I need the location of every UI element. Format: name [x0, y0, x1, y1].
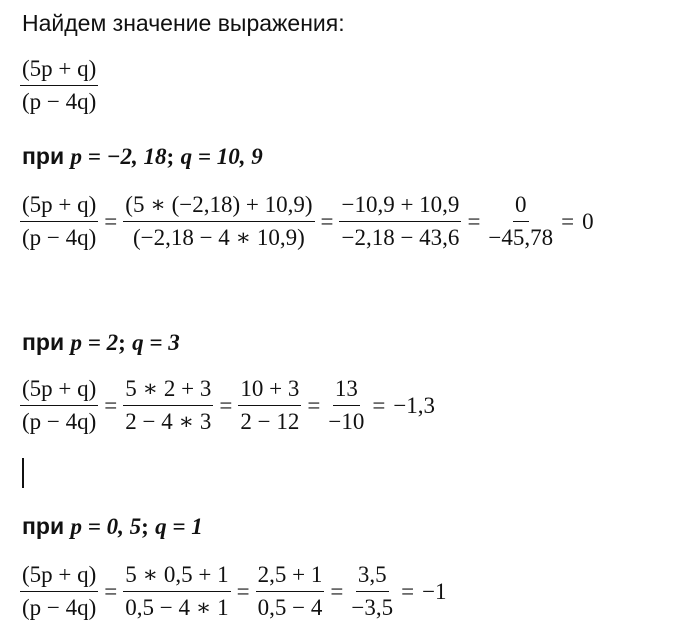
- text-cursor[interactable]: [22, 458, 24, 488]
- case-1-step-4-denominator: −45,78: [488, 225, 554, 250]
- equals-sign: =: [104, 208, 118, 234]
- case-3-q-value: q = 1: [155, 514, 203, 539]
- case-3-step-1-numerator: (5p + q): [20, 562, 98, 592]
- case-1-q-value: q = 10, 9: [180, 144, 263, 169]
- case-3-step-4-denominator: −3,5: [351, 595, 394, 620]
- case-2-word: при: [22, 329, 65, 355]
- case-2-step-1-numerator: (5p + q): [20, 376, 98, 406]
- case-1-step-1: [20, 192, 98, 251]
- case-1-step-1-numerator: (5p + q): [20, 192, 98, 222]
- case-1-p-value: p = −2, 18: [70, 144, 167, 169]
- expression-numerator: (5p + q): [20, 56, 98, 86]
- case-2-result: −1,3: [393, 392, 436, 418]
- equals-sign: =: [401, 578, 415, 604]
- case-3-step-3-denominator: 0,5 − 4: [257, 595, 323, 620]
- case-1-step-2-denominator: (−2,18 − 4 ∗ 10,9): [132, 225, 305, 250]
- case-2-q-value: q = 3: [132, 330, 180, 355]
- case-2-condition: [22, 328, 180, 357]
- expression-fraction: [20, 56, 98, 115]
- case-1-step-1-denominator: (p − 4q): [22, 225, 97, 250]
- equals-sign: =: [219, 392, 233, 418]
- case-3-word: при: [22, 513, 65, 539]
- case-2-step-2: [123, 376, 213, 435]
- case-3-step-1-denominator: (p − 4q): [22, 595, 97, 620]
- case-1-separator: ;: [166, 144, 175, 169]
- page-heading: Найдем значение выражения:: [22, 10, 345, 36]
- case-1-equation: [20, 192, 594, 251]
- case-1-condition: [22, 142, 263, 171]
- case-2-step-3: [238, 376, 301, 435]
- case-2-step-2-denominator: 2 − 4 ∗ 3: [125, 409, 212, 434]
- case-3-step-3-numerator: 2,5 + 1: [256, 562, 325, 592]
- case-1-step-3: [339, 192, 461, 251]
- target-expression: [20, 56, 98, 115]
- case-3-p-value: p = 0, 5: [70, 514, 142, 539]
- equals-sign: =: [104, 392, 118, 418]
- equals-sign: =: [320, 208, 334, 234]
- expression-denominator: (p − 4q): [22, 89, 97, 114]
- equals-sign: =: [330, 578, 344, 604]
- case-2-step-4: [326, 376, 366, 435]
- case-1-word: при: [22, 143, 65, 169]
- case-2-step-2-numerator: 5 ∗ 2 + 3: [123, 376, 213, 406]
- case-2-step-3-denominator: 2 − 12: [240, 409, 300, 434]
- equals-sign: =: [467, 208, 481, 234]
- case-2-step-1-denominator: (p − 4q): [22, 409, 97, 434]
- case-3-step-2-numerator: 5 ∗ 0,5 + 1: [123, 562, 230, 592]
- equals-sign: =: [561, 208, 575, 234]
- equals-sign: =: [236, 578, 250, 604]
- case-3-separator: ;: [141, 514, 149, 539]
- equals-sign: =: [307, 392, 321, 418]
- case-2-step-4-denominator: −10: [328, 409, 365, 434]
- case-2-p-value: p = 2: [70, 330, 119, 355]
- case-1-step-4-numerator: 0: [513, 192, 529, 222]
- case-2-step-3-numerator: 10 + 3: [238, 376, 301, 406]
- case-2-equation: [20, 376, 435, 435]
- case-1-step-3-denominator: −2,18 − 43,6: [341, 225, 460, 250]
- equals-sign: =: [372, 392, 386, 418]
- case-2-step-4-numerator: 13: [333, 376, 360, 406]
- case-3-step-4-numerator: 3,5: [356, 562, 389, 592]
- case-2-step-1: [20, 376, 98, 435]
- case-3-step-4: [349, 562, 395, 621]
- case-2-separator: ;: [118, 330, 126, 355]
- case-1-step-2: [123, 192, 314, 251]
- case-1-result: 0: [582, 208, 594, 234]
- case-3-step-1: [20, 562, 98, 621]
- case-3-step-3: [256, 562, 325, 621]
- case-1-step-2-numerator: (5 ∗ (−2,18) + 10,9): [123, 192, 314, 222]
- case-3-equation: [20, 562, 447, 621]
- case-3-result: −1: [422, 578, 447, 604]
- case-3-step-2: [123, 562, 230, 621]
- case-3-condition: [22, 512, 203, 541]
- case-1-step-3-numerator: −10,9 + 10,9: [339, 192, 461, 222]
- case-3-step-2-denominator: 0,5 − 4 ∗ 1: [125, 595, 229, 620]
- case-1-step-4: [486, 192, 555, 251]
- equals-sign: =: [104, 578, 118, 604]
